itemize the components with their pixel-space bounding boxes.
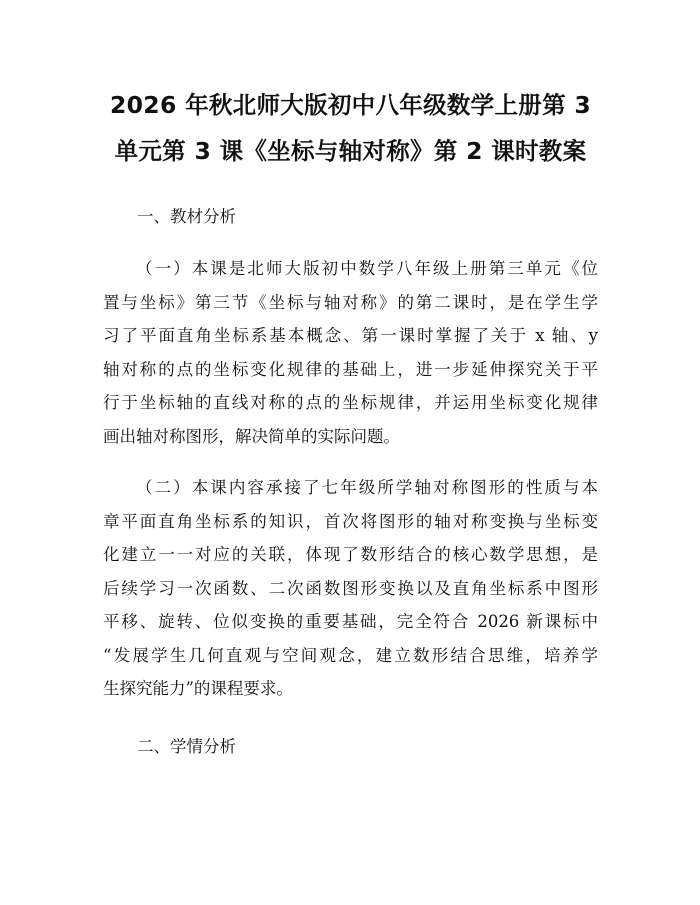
paragraph-2-line-1: （二）本课内容承接了七年级所学轴对称图形的性质与本 <box>136 478 598 497</box>
title-line-1: 2026 年秋北师大版初中八年级数学上册第 3 <box>109 91 592 119</box>
paragraph-1-line-2: 置与坐标》第三节《坐标与轴对称》的第二课时，是在学生学 <box>103 292 598 312</box>
section-heading-teaching-material-analysis: 一、教材分析 <box>137 207 236 226</box>
paragraph-2-line-2: 章平面直角坐标系的知识，首次将图形的轴对称变换与坐标变 <box>103 511 598 531</box>
paragraph-2-line-5: 平移、旋转、位似变换的重要基础，完全符合 2026 新课标中 <box>103 612 598 631</box>
section-heading-student-analysis: 二、学情分析 <box>137 736 236 756</box>
paragraph-2-line-4: 后续学习一次函数、二次函数图形变换以及直角坐标系中图形 <box>103 578 598 598</box>
title-line-2: 单元第 3 课《坐标与轴对称》第 2 课时教案 <box>114 137 587 165</box>
paragraph-2-line-3: 化建立一一对应的关联，体现了数形结合的核心数学思想，是 <box>103 545 598 564</box>
paragraph-2-line-6: “发展学生几何直观与空间观念，建立数形结合思维，培养学 <box>103 645 598 665</box>
document-title <box>103 82 598 174</box>
paragraph-1-line-5: 行于坐标轴的直线对称的点的坐标规律，并运用坐标变化规律 <box>103 393 598 412</box>
paragraph-1-line-4: 轴对称的点的坐标变化规律的基础上，进一步延伸探究关于平 <box>103 359 598 379</box>
paragraph-2 <box>103 471 598 706</box>
paragraph-1 <box>103 252 598 453</box>
paragraph-1-line-3: 习了平面直角坐标系基本概念、第一课时掌握了关于 x 轴、y <box>103 326 598 345</box>
paragraph-2-line-7: 生探究能力”的课程要求。 <box>103 679 293 698</box>
paragraph-1-line-6: 画出轴对称图形，解决简单的实际问题。 <box>103 426 400 446</box>
paragraph-1-line-1: （一）本课是北师大版初中数学八年级上册第三单元《位 <box>136 259 598 278</box>
